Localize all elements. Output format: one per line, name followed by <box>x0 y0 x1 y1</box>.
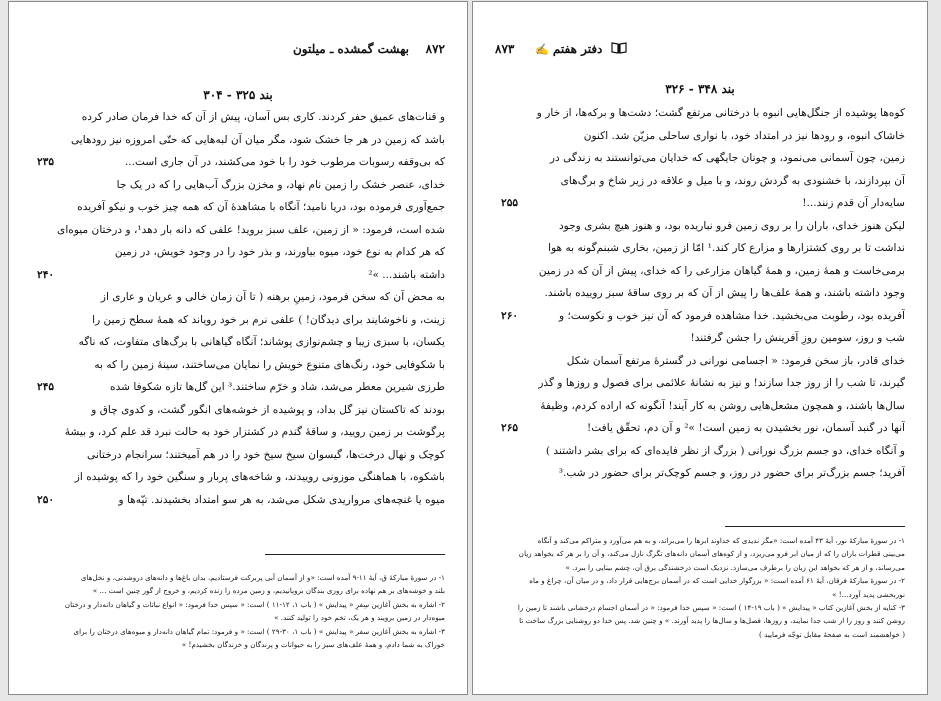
text-line <box>31 309 445 332</box>
text-line <box>495 260 905 283</box>
line-text: جمع‌آوری فرموده بود، دریا نامید؛ آنگاه با مشاهدهٔ آن که همه چیز خوب و نیکو آفریده <box>77 201 445 213</box>
running-title-group <box>535 42 627 57</box>
text-line <box>495 305 905 328</box>
line-text: و قنات‌های عمیق حفر کردند. کاری بس آسان، پیش از آن که خدا فرمان صادر کرده <box>81 111 445 123</box>
text-line <box>495 170 905 193</box>
section-heading: بند ۳۴۸ - ۳۲۶ <box>665 82 735 96</box>
line-text: آنها در گنبد آسمان، نور بخشیدن به زمین است! »² و آن دم، تحقّق یافت! <box>587 422 905 434</box>
text-line <box>31 331 445 354</box>
footnote-line: خوراک به شما دادم، و همهٔ علف‌های سبز را به حیوانات و پرندگان و خزندگان بخشیدم! » <box>181 640 445 650</box>
text-line <box>31 151 445 174</box>
running-head <box>31 42 445 62</box>
text-line <box>495 282 905 305</box>
line-text: زینت، و ناخوشایند برای دیدگان! ) علفی نرم بر خود رویاند که همهٔ سطح زمین را <box>92 313 445 326</box>
line-text: خاشاک انبوه، و رودها نیز در امتداد خود، با نواری ساحلی مزیّن شد. اکنون <box>583 129 905 142</box>
footnote-line: ۳- کنایه از بخش آغازین کتاب « پیدایش » ( باب ۱۹-۱۴ ) است: « سپس خدا فرمود: « در آسمان اجسام درخشانی باشند تا زمین را <box>517 603 905 613</box>
verse-number: ۲۳۵ <box>37 156 55 168</box>
text-line <box>495 440 905 463</box>
line-text: نداشت تا بر روی کشتزارها و مزارع کار کند.¹ امّا از زمین، بخاری شبنم‌گونه به هوا <box>548 242 905 254</box>
line-text: و آنگاه خدای، دو جسم بزرگ نورانی ( بزرگ از نظر فایده‌ای که برای بشر داشتند ) <box>545 444 905 457</box>
text-line <box>495 192 905 215</box>
line-text: که بی‌وقفه رسوبات مرطوب خود را با خود می‌کشند، در آن جاری است... <box>124 156 445 168</box>
text-line <box>31 241 445 264</box>
footnote-line: ۲- اشاره به بخش آغازین سِفرِ « پیدایش » ( باب ۱، ۱۲-۱۱ ) است: « سپس خدا فرمود: « انواع نباتات و گیاهان دانه‌دار و درختان <box>64 599 445 609</box>
line-text: کوچک و نهال درخت‌ها، گیسوان سیخ سیخ خود را در هم آمیختند؛ سرانجام درختانی <box>87 448 445 461</box>
running-title: دفتر هفتم <box>552 42 603 56</box>
footnote-line: می‌بینی قطرات باران را که از میان ابر فرو می‌ریزد، و از کوه‌های آسمان دانه‌های تگرگ نازل می‌کند، و آن را بر هر که بخواهد زیان <box>518 549 905 559</box>
text-line <box>495 237 905 260</box>
line-text: یکسان، با سبزی زیبا و چشم‌نوازی پوشاند؛ آنگاه گیاهانی با برگ‌های متفاوت، که ناگه <box>78 336 445 348</box>
text-line <box>495 102 905 125</box>
footnote-rule <box>265 554 445 555</box>
line-text: بودند که تاکستان نیز گل بداد، و پوشیده از خوشه‌های انگور گشت، و کدوی چاق و <box>91 403 445 416</box>
text-line <box>495 215 905 238</box>
line-text: که هر کدام به نوع خود، میوه بیاورند، و بذر خود را در وجود خویش، در زمین <box>114 246 445 258</box>
footnote-rule <box>725 526 905 527</box>
text-line <box>31 106 445 129</box>
book-icon <box>611 42 627 57</box>
line-text: خدای قادر، باز سخن فرمود: « اجسامی نورانی در گسترهٔ مرتفع آسمان شکل <box>566 354 905 367</box>
right-page <box>472 1 928 695</box>
line-text: میوه یا غنچه‌های مرواریدی شکل می‌شد، به هر سو امتداد بخشیدند. تپّه‌ها و <box>118 493 445 506</box>
text-line <box>495 417 905 440</box>
verse-number: ۲۴۵ <box>37 381 55 393</box>
text-line <box>31 174 445 197</box>
text-line <box>31 399 445 422</box>
running-head <box>495 42 905 62</box>
line-text: گیرند، تا شب را از روز جدا سازند! و نیز به نشانهٔ علائمی برای فصول و روزها و گذر <box>538 377 905 389</box>
text-line <box>31 466 445 489</box>
footnote-line: میوه‌دار در زمین برویند و هر یک، تخم خود را تولید کنند. » <box>274 613 445 623</box>
text-line <box>31 264 445 287</box>
text-line <box>495 462 905 485</box>
text-line <box>31 354 445 377</box>
verse-number: ۲۶۰ <box>501 309 519 322</box>
text-line <box>495 395 905 418</box>
footnote-line: ۲- در سورهٔ مبارکهٔ فرقان، آیهٔ ۶۱ آمده است: « بزرگوار خدایی است که در آسمان برج‌هایی قرار داد، و در میان آن، چراغ و ماه <box>529 576 905 586</box>
line-text: زمین، چون آسمانی می‌نمود، و چونان جایگهی که خدایان می‌توانستند به زندگی در <box>549 152 905 164</box>
text-line <box>495 147 905 170</box>
footnotes <box>31 571 445 651</box>
line-text: کوه‌ها پوشیده از جنگل‌هایی انبوه با درختانی مرتفع گشت؛ دشت‌ها و برکه‌ها، از خار و <box>536 107 905 119</box>
verse-number: ۲۴۰ <box>37 268 55 281</box>
line-text: طرزی شیرین معطر می‌شد، شاد و خرّم ساختند.³ این گل‌ها تازه شکوفا شده <box>110 381 445 393</box>
page-number: ۸۷۲ <box>425 42 445 56</box>
text-line <box>31 129 445 152</box>
text-line <box>31 421 445 444</box>
line-text: آن بپردازند، با خشنودی به گردش روند، و با میل و علاقه در زیر شاخ و برگ‌های <box>560 174 905 187</box>
line-text: لیکن هنوز خدای، باران را بر روی زمین فرو نباریده بود، و هنوز هیچ بشری وجود <box>558 219 905 232</box>
line-text: پرگوشت بر زمین رویید، و ساقهٔ گندم در کشتزار خود به حالت نبرد قد علم کرد، و بیشهٔ <box>64 426 445 438</box>
text-line <box>31 196 445 219</box>
footnote-line: روشن کنند و روز را از شب جدا نمایند، و روزها، فصل‌ها و سال‌ها را پدید آورند. » و چنین شد. پس خدا دو روشنایی بزرگ ساخت تا <box>519 616 905 626</box>
line-text: به محض آن که سخن فرمود، زمینِ برهنه ( تا آن زمان خالی و عریان و عاری از <box>100 291 445 303</box>
text-line <box>31 376 445 399</box>
line-text: باشکوه، با هماهنگی موزونی روییدند، و شاخه‌های پربار و سنگین خود را که پوشیده از <box>74 471 445 483</box>
text-line <box>31 219 445 242</box>
running-title: بهشت گمشده ـ میلتون <box>292 42 409 56</box>
line-text: آفرید؛ جسم بزرگ‌تر برای حضور در روز، و جسم کوچک‌تر برای حضور در شب.³ <box>558 467 905 479</box>
verse-number: ۲۵۰ <box>37 493 55 506</box>
section-heading: بند ۳۲۵ - ۳۰۴ <box>203 88 273 102</box>
text-line <box>495 125 905 148</box>
page-number: ۸۷۳ <box>495 42 515 56</box>
text-line <box>495 372 905 395</box>
line-text: وجود داشته باشند، و همهٔ علف‌ها را پیش از آن که بر روی ساقهٔ سبز روییده باشند. <box>544 287 905 299</box>
footnote-line: ۱- در سورهٔ مبارکهٔ ق، آیهٔ ۱۱-۹ آمده است: «و از آسمان آبی پربرکت فرستادیم، بدان باغ‌ها و دانه‌های دروشدنی، و نخل‌های <box>80 573 445 582</box>
line-text: شده است، فرمود: « از زمین، علف سبز بروید! علفی که دانه بار دهد¹، و درختان میوه‌ای <box>57 223 445 236</box>
line-text: آفریده بود، رطوبت می‌بخشید. خدا مشاهده فرمود که آن نیز خوب و نکوست؛ و <box>559 309 905 322</box>
footnote-line: ۳- اشاره به بخش آغازین سفر « پیدایش » ( باب ۱، ۳۰-۲۹ ) است: « و فرمود: تمام گیاهان دانه‌دار و میوه‌های درختان را برای <box>73 626 445 636</box>
footnote-line: ( خواهشمند است به صفحهٔ مقابل توجّه فرمایید ) <box>758 629 905 639</box>
line-text: شب و روز، سومین روزِ آفرینش را جشن گرفتند! <box>690 332 905 344</box>
verse-number: ۲۶۵ <box>501 422 519 434</box>
line-text: سال‌ها باشند، و همچون مشعل‌هایی روشن به کار آیند! آنگونه که اراده کردم، وظیفهٔ <box>540 399 905 412</box>
line-text: سایه‌دار آن قدم زنند...! <box>802 197 905 209</box>
line-text: باشد که زمین در هر جا خشک شود، مگر میان آن لبه‌هایی که حتّی امروزه نیز رودهایی <box>70 133 445 146</box>
line-text: با شکوفایی خود، رنگ‌های متنوع خویش را نمایان می‌ساختند، سینهٔ زمین را که به <box>94 358 445 371</box>
pen-icon: ✍ <box>535 43 549 56</box>
footnote-line: ۱- در سورهٔ مبارکهٔ نور، آیهٔ ۴۳ آمده است: «مگر ندیدی که خداوند ابرها را می‌براند، و به هم می‌آورد و متراکم می‌کند و آنگاه <box>537 536 905 545</box>
line-text: داشته باشند... »² <box>368 268 445 281</box>
body-text <box>495 102 905 485</box>
footnote-line: نوربخشی پدید آورد...! » <box>832 589 905 599</box>
line-text: برمی‌خاست و همهٔ زمین، و همهٔ گیاهان مزارعی را که خدای، پیش از آن که در زمین <box>538 264 905 277</box>
line-text: خدای، عنصر خشک را زمین نام نهاد، و مخزن بزرگ آب‌هایی را که در یک جا <box>116 178 445 191</box>
text-line <box>495 350 905 373</box>
footnote-line: می‌رساند، و از هر که بخواهد این زیان را برطرف می‌سازد. نزدیک است درخشندگی برق آن، چشم بینایی را ببرد. » <box>565 562 905 572</box>
body-text <box>31 106 445 511</box>
text-line <box>31 444 445 467</box>
text-line <box>31 286 445 309</box>
footnote-line: بلند و خوشه‌های بر هم نهاده برای روزی بندگان برویانیدیم، و زمین مرده را زنده کردیم، و خروج از گور چنین است ... » <box>92 586 445 596</box>
verse-number: ۲۵۵ <box>501 197 519 209</box>
text-line <box>31 489 445 512</box>
text-line <box>495 327 905 350</box>
left-page <box>8 1 468 695</box>
footnotes <box>495 534 905 641</box>
